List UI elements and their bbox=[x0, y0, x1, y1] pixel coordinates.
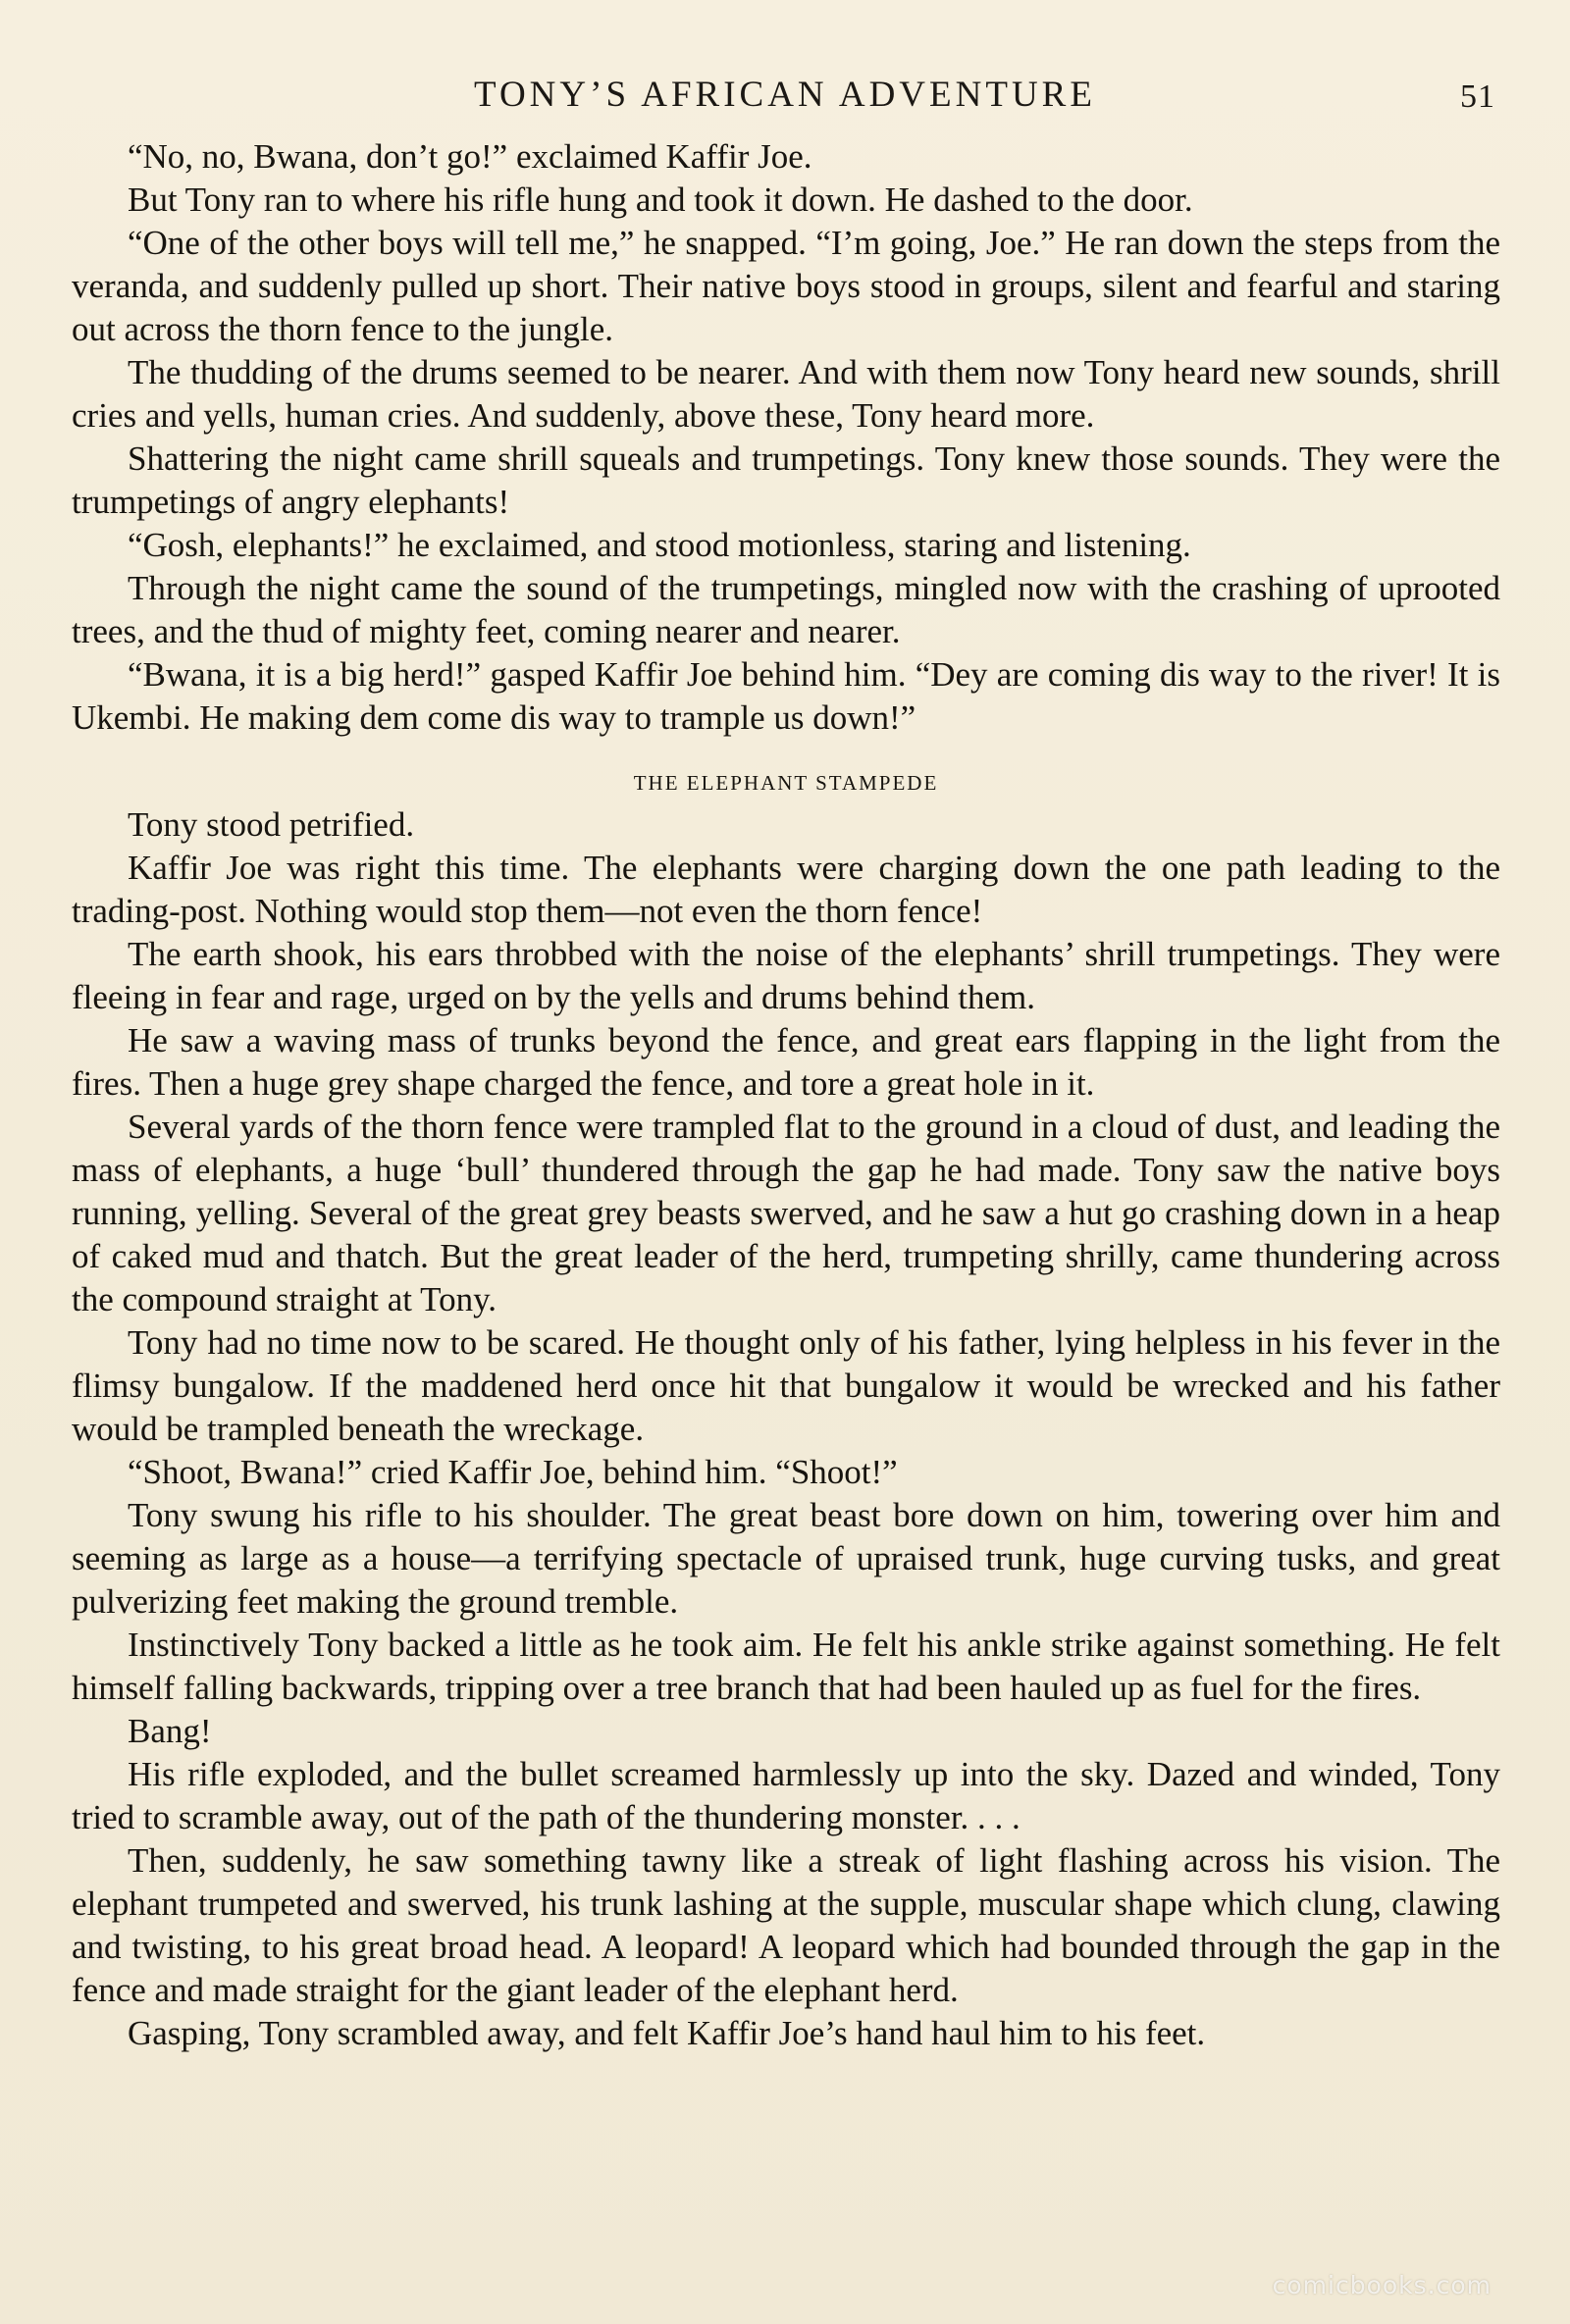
paragraph: The earth shook, his ears throbbed with the noise of the elephants’ shrill trumpetings. They were fleeing in fear and rage, urged on by the yells and drums behind them. bbox=[72, 935, 1500, 1016]
running-head bbox=[0, 71, 1570, 120]
paragraph: “Gosh, elephants!” he exclaimed, and stood motionless, staring and listening. bbox=[128, 526, 1191, 564]
paragraph: Several yards of the thorn fence were trampled flat to the ground in a cloud of dust, and leading the mass of elephants, a huge ‘bull’ thundered through the gap he had made. Tony saw the native boys running, yelling. Several of the great grey beasts swerved, and he saw a hut go crashing down in a heap of caked mud and thatch. But the great leader of the herd, trumpeting shrilly, came thundering across the compound straight at Tony. bbox=[72, 1108, 1500, 1318]
section-heading: THE ELEPHANT STAMPEDE bbox=[633, 771, 939, 795]
paragraph: Tony stood petrified. bbox=[128, 805, 415, 844]
paragraph: Tony had no time now to be scared. He thought only of his father, lying helpless in his fever in the flimsy bungalow. If the maddened herd once hit that bungalow it would be wrecked and his father would be trampled beneath the wreckage. bbox=[72, 1323, 1500, 1448]
paragraph: Tony swung his rifle to his shoulder. The great beast bore down on him, towering over him and seeming as large as a house—a terrifying spectacle of upraised trunk, huge curving tusks, and great pulverizing feet making the ground tremble. bbox=[72, 1496, 1500, 1621]
page-number: 51 bbox=[1460, 78, 1495, 115]
paragraph: His rifle exploded, and the bullet screamed harmlessly up into the sky. Dazed and winded, Tony tried to scramble away, out of the path of the thundering monster. . . . bbox=[72, 1755, 1500, 1836]
paragraph: The thudding of the drums seemed to be nearer. And with them now Tony heard new sounds, shrill cries and yells, human cries. And suddenly, above these, Tony heard more. bbox=[72, 353, 1500, 435]
paragraph: Shattering the night came shrill squeals and trumpetings. Tony knew those sounds. They were the trumpetings of angry elephants! bbox=[72, 439, 1500, 521]
paragraph: Kaffir Joe was right this time. The elephants were charging down the one path leading to the trading-post. Nothing would stop them—not even the thorn fence! bbox=[72, 849, 1500, 930]
paragraph: “One of the other boys will tell me,” he snapped. “I’m going, Joe.” He ran down the steps from the veranda, and suddenly pulled up short. Their native boys stood in groups, silent and fearful and staring out across the thorn fence to the jungle. bbox=[72, 224, 1500, 348]
paragraph: Instinctively Tony backed a little as he took aim. He felt his ankle strike against something. He felt himself falling backwards, tripping over a tree branch that had been hauled up as fuel for the fires. bbox=[72, 1626, 1500, 1707]
paragraph: Through the night came the sound of the trumpetings, mingled now with the crashing of uprooted trees, and the thud of mighty feet, coming nearer and nearer. bbox=[72, 569, 1500, 650]
paragraph: “Bwana, it is a big herd!” gasped Kaffir Joe behind him. “Dey are coming dis way to the river! It is Ukembi. He making dem come dis way to trample us down!” bbox=[72, 655, 1500, 737]
paragraph: Then, suddenly, he saw something tawny like a streak of light flashing across his vision. The elephant trumpeted and swerved, his trunk lashing at the supple, muscular shape which clung, clawing and twisting, to his great broad head. A leopard! A leopard which had bounded through the gap in the fence and made straight for the giant leader of the elephant herd. bbox=[72, 1841, 1500, 2009]
paragraph: But Tony ran to where his rifle hung and took it down. He dashed to the door. bbox=[128, 181, 1193, 219]
body-text bbox=[72, 135, 1500, 2055]
running-title: TONY’S AFRICAN ADVENTURE bbox=[474, 75, 1096, 115]
paragraph: “Shoot, Bwana!” cried Kaffir Joe, behind him. “Shoot!” bbox=[128, 1453, 898, 1491]
paragraph: He saw a waving mass of trunks beyond the fence, and great ears flapping in the light from the fires. Then a huge grey shape charged the fence, and tore a great hole in it. bbox=[72, 1021, 1500, 1103]
paragraph: Gasping, Tony scrambled away, and felt Kaffir Joe’s hand haul him to his feet. bbox=[128, 2014, 1206, 2052]
paragraph: “No, no, Bwana, don’t go!” exclaimed Kaffir Joe. bbox=[128, 137, 812, 176]
paragraph: Bang! bbox=[128, 1712, 212, 1750]
watermark: comicbooks.com bbox=[1272, 2271, 1492, 2299]
